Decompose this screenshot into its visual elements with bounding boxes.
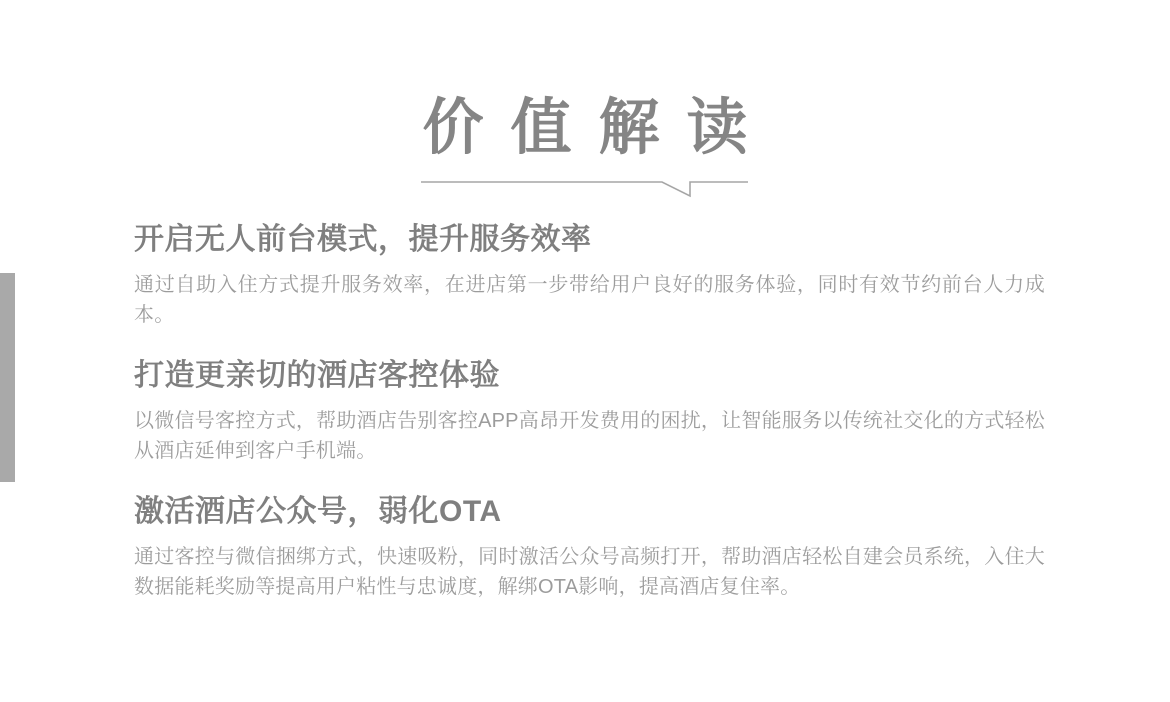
section-official-account <box>134 494 1045 602</box>
section-body: 通过客控与微信捆绑方式，快速吸粉，同时激活公众号高频打开，帮助酒店轻松自建会员系统，入住大数据能耗奖励等提高用户粘性与忠诚度，解绑OTA影响，提高酒店复住率。 <box>134 546 1045 598</box>
section-room-control <box>134 358 1045 466</box>
title-underline-divider <box>421 175 749 199</box>
section-heading: 开启无人前台模式，提升服务效率 <box>134 223 592 256</box>
section-front-desk <box>134 222 1045 330</box>
section-body: 以微信号客控方式，帮助酒店告别客控APP高昂开发费用的困扰，让智能服务以传统社交化的方式轻松从酒店延伸到客户手机端。 <box>134 410 1045 462</box>
content-column <box>134 222 1045 602</box>
section-heading: 激活酒店公众号，弱化OTA <box>134 495 502 528</box>
section-body: 通过自助入住方式提升服务效率，在进店第一步带给用户良好的服务体验，同时有效节约前台人力成本。 <box>134 274 1045 326</box>
section-heading: 打造更亲切的酒店客控体验 <box>134 359 500 392</box>
left-accent-bar <box>0 273 15 482</box>
page-title: 价值解读 <box>422 93 775 161</box>
